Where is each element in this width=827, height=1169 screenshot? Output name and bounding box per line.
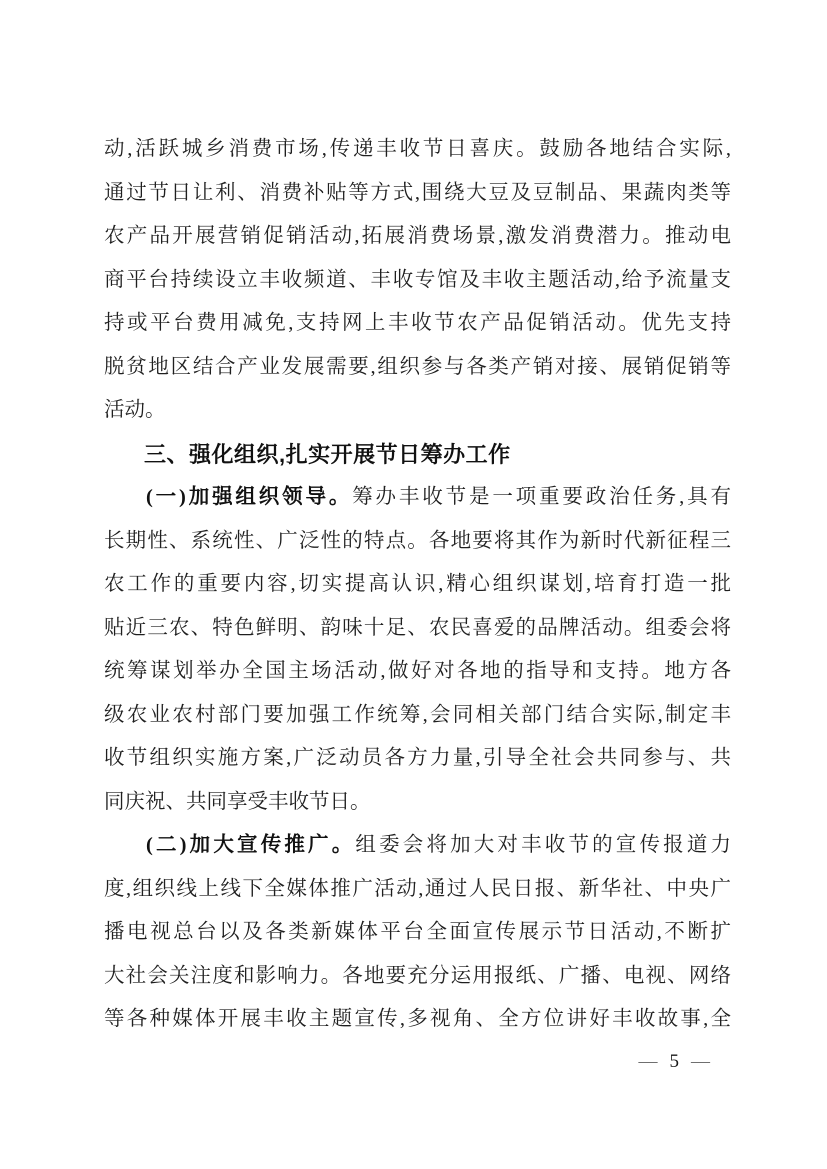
page-number: 5	[669, 1051, 679, 1072]
paragraph-publicity-promotion	[104, 824, 731, 1042]
text-line: 活动。	[104, 399, 166, 421]
text-line: 持或平台费用减免,支持网上丰收节农产品促销活动。优先支持	[104, 312, 731, 334]
text-line: 播电视总台以及各类新媒体平台全面宣传展示节日活动,不断扩	[104, 921, 731, 943]
footer-dash-right: —	[691, 1051, 710, 1072]
paragraph-lead-label: (一)加强组织领导。	[146, 486, 353, 508]
text-line	[104, 824, 731, 868]
text-line: 大社会关注度和影响力。各地要充分运用报纸、广播、电视、网络	[104, 964, 731, 987]
text-line	[104, 476, 731, 520]
text-line: 贴近三农、特色鲜明、韵味十足、农民喜爱的品牌活动。组委会将	[104, 616, 731, 639]
text-line: 通过节日让利、消费补贴等方式,围绕大豆及豆制品、果蔬肉类等	[104, 181, 731, 204]
text-run: 组委会将加大对丰收节的宣传报道力	[355, 834, 731, 856]
text-run: 筹办丰收节是一项重要政治任务,具有	[352, 486, 732, 508]
text-line: 农产品开展营销促销活动,拓展消费场景,激发消费潜力。推动电	[104, 225, 731, 247]
text-line: 级农业农村部门要加强工作统筹,会同相关部门结合实际,制定丰	[104, 703, 731, 726]
text-line: 统筹谋划举办全国主场活动,做好对各地的指导和支持。地方各	[104, 660, 731, 682]
paragraph-consumption-promotion	[104, 128, 731, 433]
text-line: 收节组织实施方案,广泛动员各方力量,引导全社会共同参与、共	[104, 747, 731, 769]
text-line: 等各种媒体开展丰收主题宣传,多视角、全方位讲好丰收故事,全	[104, 1008, 731, 1030]
text-line: 脱贫地区结合产业发展需要,组织参与各类产销对接、展销促销等	[104, 355, 731, 378]
text-line: 动,活跃城乡消费市场,传递丰收节日喜庆。鼓励各地结合实际,	[104, 138, 731, 160]
text-line: 同庆祝、共同享受丰收节日。	[104, 790, 371, 813]
text-line: 农工作的重要内容,切实提高认识,精心组织谋划,培育打造一批	[104, 573, 731, 595]
text-line: 长期性、系统性、广泛性的特点。各地要将其作为新时代新征程三	[104, 529, 731, 552]
paragraph-lead-label: (二)加大宣传推广。	[146, 834, 356, 856]
paragraph-strengthen-leadership	[104, 476, 731, 824]
text-line: 度,组织线上线下全媒体推广活动,通过人民日报、新华社、中央广	[104, 877, 731, 900]
text-line: 商平台持续设立丰收频道、丰收专馆及丰收主题活动,给予流量支	[104, 268, 731, 291]
footer-dash-left: —	[638, 1051, 658, 1072]
section-heading: 三、强化组织,扎实开展节日筹办工作	[144, 441, 511, 467]
page-footer	[639, 1048, 711, 1076]
document-body	[104, 128, 731, 1042]
